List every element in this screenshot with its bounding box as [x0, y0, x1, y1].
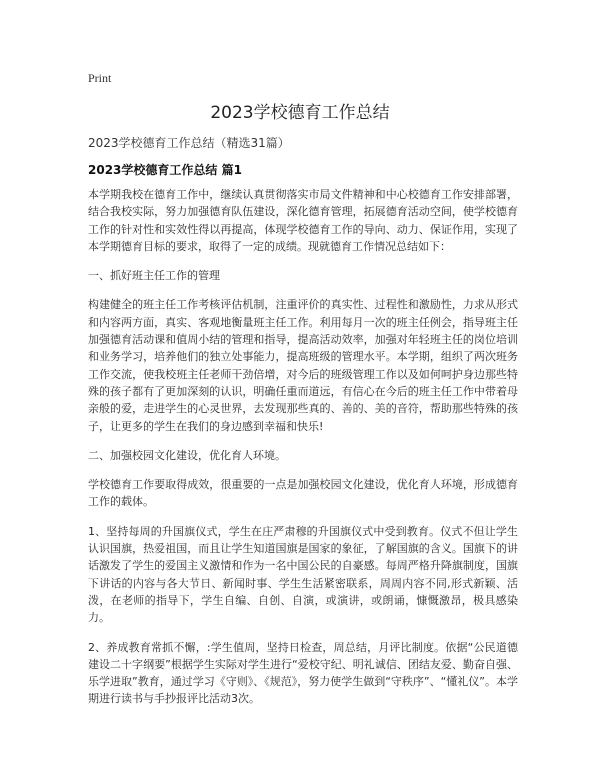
- heading-campus-culture: 二、加强校园文化建设，优化育人环境。: [88, 448, 286, 462]
- paragraph-campus-culture: 学校德育工作要取得成效，很重要的一点是加强校园文化建设，优化育人环境，形成德育工作的载体。: [88, 478, 518, 509]
- print-link[interactable]: Print: [88, 71, 112, 85]
- page-title: 2023学校德育工作总结: [210, 103, 390, 123]
- paragraph-flag-ceremony: 1、坚持每周的升国旗仪式，学生在庄严肃穆的升国旗仪式中受到教育。仪式不但让学生认识国旗，热爱祖国，而且让学生知道国旗是国家的象征，了解国旗的含义。国旗下的讲话激发了学生的爱国主义激情和作为一名中国公民的自豪感。每周严格升降旗制度，国旗下讲话的内容与各大节日、新闻时事、学生生活紧密联系，周周内容不同,形式新颖、活泼，在老师的指导下，学生自编、自创、自演，或演讲，或朗诵，慷慨激昂，极具感染力。: [88, 524, 518, 625]
- document-subtitle: 2023学校德育工作总结（精选31篇）: [88, 136, 290, 150]
- heading-class-teacher-management: 一、抓好班主任工作的管理: [88, 269, 220, 283]
- paragraph-habit-education: 2、养成教育常抓不懈，:学生值周，坚持日检查，周总结，月评比制度。依据“公民道德建设二十字纲要”根据学生实际对学生进行“爱校守纪、明礼诚信、团结友爱、勤奋自强、乐学进取”教育，通过学习《守则》、《规范》，努力使学生做到“守秩序”、“懂礼仪”。本学期进行读书与手抄报评比活动3次。: [88, 640, 518, 706]
- section-title: 2023学校德育工作总结 篇1: [88, 163, 242, 177]
- document-body: [88, 186, 518, 720]
- intro-paragraph: 本学期我校在德育工作中，继续认真贯彻落实市局文件精神和中心校德育工作安排部署，结合我校实际，努力加强德育队伍建设，深化德育管理，拓展德育活动空间，使学校德育工作的针对性和实效性得以再提高，体现学校德育工作的导向、动力、保证作用，实现了本学期德育目标的要求，取得了一定的成绩。现就德育工作情况总结如下：: [88, 188, 518, 253]
- paragraph-class-teacher: 构建健全的班主任工作考核评估机制，注重评价的真实性、过程性和激励性，力求从形式和内容两方面，真实、客观地衡量班主任工作。利用每月一次的班主任例会，指导班主任加强德育活动课和值周小结的管理和指导，提高活动效率，加强对年轻班主任的岗位培训和业务学习，培养他们的独立处事能力，提高班级的管理水平。本学期，组织了两次班务工作交流，使我校班主任老师干劲倍增，对今后的班级管理工作以及如何呵护身边那些特殊的孩子都有了更加深刻的认识，明确任重而道远，有信心在今后的班主任工作中带着母亲般的爱，走进学生的心灵世界，去发现那些真的、善的、美的音符，帮助那些特殊的孩子，让更多的学生在我们的身边感到幸福和快乐!: [88, 298, 518, 433]
